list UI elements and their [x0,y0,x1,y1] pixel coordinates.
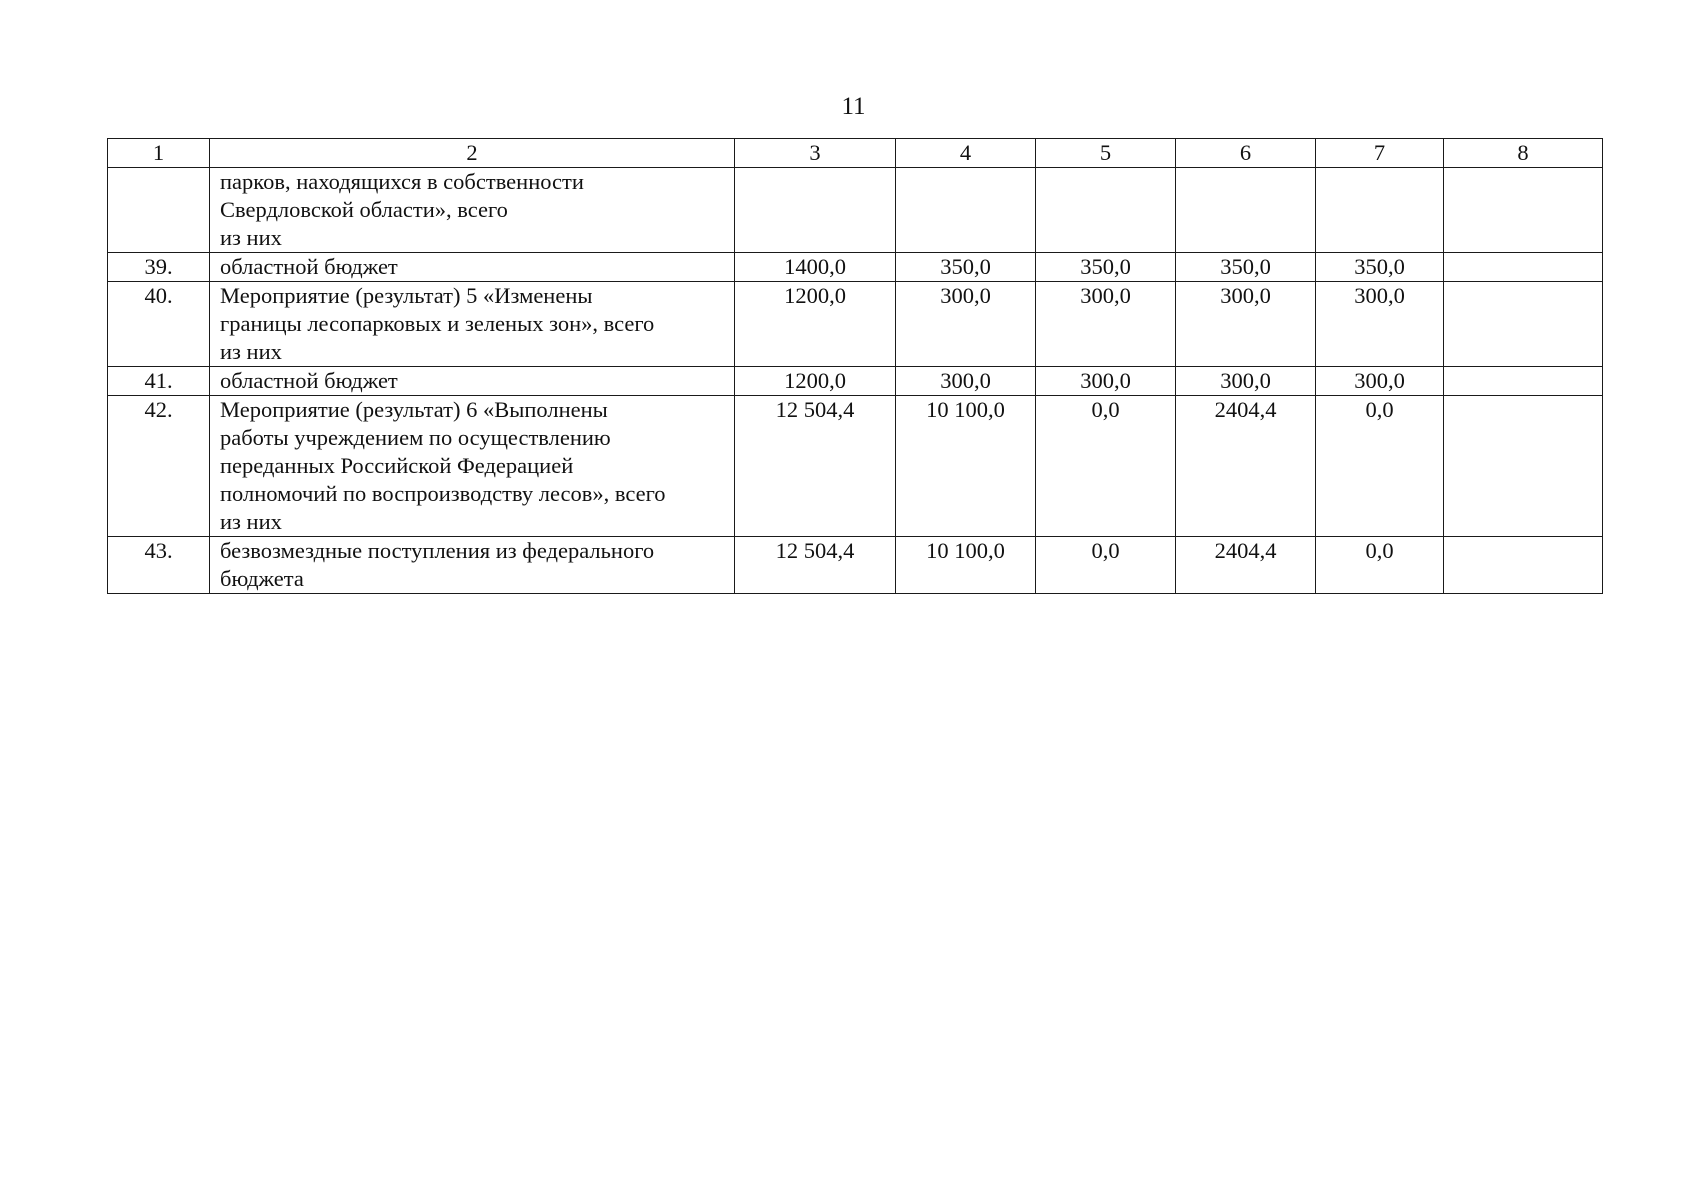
description-line: границы лесопарковых и зеленых зон», всего [220,311,655,336]
value-cell: 1200,0 [735,282,896,367]
description-line: Свердловской области», всего [220,197,508,222]
description-cell [210,282,735,367]
row-number-cell: 39. [108,253,210,282]
description-line: парков, находящихся в собственности [220,169,584,194]
description-line: областной бюджет [220,368,398,393]
description-line: Мероприятие (результат) 6 «Выполнены [220,397,608,422]
table-row [108,367,1603,396]
description-line: Мероприятие (результат) 5 «Изменены [220,283,593,308]
value-cell: 2404,4 [1176,537,1316,594]
value-cell: 0,0 [1036,537,1176,594]
description-line: работы учреждением по осуществлению [220,425,611,450]
value-cell: 1400,0 [735,253,896,282]
value-cell: 350,0 [1036,253,1176,282]
value-cell: 12 504,4 [735,396,896,537]
value-cell [1444,282,1603,367]
value-cell [896,168,1036,253]
value-cell [1444,537,1603,594]
value-cell: 350,0 [1176,253,1316,282]
value-cell: 0,0 [1036,396,1176,537]
value-cell: 300,0 [1316,367,1444,396]
header-cell: 4 [896,139,1036,168]
description-cell [210,367,735,396]
header-cell: 3 [735,139,896,168]
description-line: переданных Российской Федерацией [220,453,574,478]
value-cell [1444,396,1603,537]
description-line: полномочий по воспроизводству лесов», всего [220,481,666,506]
value-cell: 10 100,0 [896,396,1036,537]
description-cell [210,396,735,537]
value-cell: 300,0 [1036,282,1176,367]
value-cell [1444,253,1603,282]
table-row [108,168,1603,253]
table-row [108,537,1603,594]
value-cell: 0,0 [1316,537,1444,594]
value-cell [1444,168,1603,253]
row-number-cell: 42. [108,396,210,537]
value-cell: 12 504,4 [735,537,896,594]
value-cell: 300,0 [896,367,1036,396]
value-cell: 300,0 [1036,367,1176,396]
value-cell: 1200,0 [735,367,896,396]
header-cell: 8 [1444,139,1603,168]
header-cell: 2 [210,139,735,168]
row-number-cell: 40. [108,282,210,367]
value-cell: 2404,4 [1176,396,1316,537]
value-cell [1176,168,1316,253]
header-cell: 7 [1316,139,1444,168]
page-number: 11 [841,93,866,120]
value-cell: 0,0 [1316,396,1444,537]
header-cell: 6 [1176,139,1316,168]
description-line: из них [220,339,282,364]
description-cell [210,253,735,282]
value-cell: 300,0 [896,282,1036,367]
value-cell: 300,0 [1176,282,1316,367]
budget-table [107,138,1603,594]
description-line: бюджета [220,566,304,591]
description-cell [210,168,735,253]
table-header-row [108,139,1603,168]
header-cell: 1 [108,139,210,168]
value-cell: 10 100,0 [896,537,1036,594]
value-cell [1036,168,1176,253]
table-row [108,396,1603,537]
value-cell [735,168,896,253]
row-number-cell: 43. [108,537,210,594]
value-cell: 350,0 [1316,253,1444,282]
description-cell [210,537,735,594]
value-cell: 300,0 [1176,367,1316,396]
table-row [108,253,1603,282]
value-cell [1316,168,1444,253]
description-line: из них [220,509,282,534]
table-row [108,282,1603,367]
value-cell: 350,0 [896,253,1036,282]
row-number-cell [108,168,210,253]
value-cell [1444,367,1603,396]
header-cell: 5 [1036,139,1176,168]
description-line: из них [220,225,282,250]
row-number-cell: 41. [108,367,210,396]
value-cell: 300,0 [1316,282,1444,367]
description-line: безвозмездные поступления из федерального [220,538,655,563]
description-line: областной бюджет [220,254,398,279]
